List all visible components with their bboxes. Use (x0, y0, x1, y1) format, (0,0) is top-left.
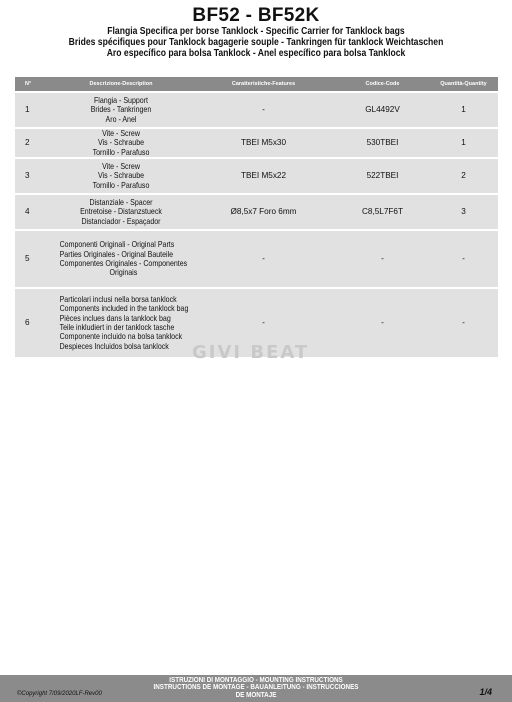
desc-line: Tornillo - Parafuso (92, 180, 150, 190)
desc-line: Particolari inclusi nella borsa tanklock (59, 295, 177, 305)
cell-description (51, 295, 191, 351)
desc-line: Vite - Screw (102, 162, 140, 172)
desc-line: Vite - Screw (102, 129, 140, 139)
cell-description (51, 96, 191, 124)
table-row (15, 157, 498, 193)
cell-description (51, 240, 191, 277)
table-row (15, 127, 498, 157)
footer-line-1: ISTRUZIONI DI MONTAGGIO - MOUNTING INSTRUCTIONS (169, 677, 343, 684)
desc-line: Despieces Incluidos bolsa tanklock (59, 341, 169, 351)
desc-line: Componentes Originales - Componentes (59, 259, 188, 268)
cell-description (51, 198, 191, 226)
cell-number: 2 (25, 138, 30, 148)
cell-features: TBEI M5x22 (240, 171, 287, 181)
cell-code: 530TBEI (366, 138, 399, 148)
cell-code: C8,5L7F6T (362, 207, 403, 217)
desc-line: Pièces inclues dans la tanklock bag (59, 313, 171, 323)
cell-description (51, 129, 191, 157)
cell-code: GL4492V (365, 105, 400, 115)
desc-line: Vis - Schraube (97, 171, 145, 181)
parts-table (15, 77, 498, 357)
header-description: Descrizione-Description (89, 81, 153, 87)
cell-description (51, 162, 191, 190)
footer-line-2: INSTRUCTIONS DE MONTAGE - BAUANLEITUNG - INSTRUCCIONES (153, 684, 359, 692)
cell-code: - (381, 254, 384, 264)
desc-line: Componente incluido na bolsa tanklock (59, 332, 183, 342)
cell-quantity: 3 (461, 207, 466, 217)
subtitle-line-3: Aro específico para bolsa Tanklock - Anel específico para bolsa Tanklock (106, 48, 406, 59)
desc-line: Teile inkludiert in der tanklock tasche (59, 323, 175, 332)
desc-line: Tornillo - Parafuso (92, 147, 150, 157)
desc-line: Vis - Schraube (97, 138, 145, 148)
brand-watermark: GIVI BEAT (192, 342, 310, 363)
header-code: Codice-Code (365, 81, 400, 87)
cell-features: - (262, 318, 265, 328)
cell-number: 3 (25, 171, 30, 181)
cell-features: Ø8,5x7 Foro 6mm (230, 207, 297, 217)
cell-quantity: - (462, 318, 465, 328)
footer-line-3: DE MONTAJE (235, 691, 277, 699)
desc-line: Flangia - Support (93, 96, 149, 106)
cell-number: 4 (25, 207, 30, 217)
subtitle-line-1: Flangia Specifica per borse Tanklock - Specific Carrier for Tanklock bags (107, 26, 405, 37)
cell-quantity: 1 (461, 105, 466, 115)
header-quantity: Quantità-Quantity (440, 81, 487, 87)
desc-line: Parties Originales - Original Bauteile (59, 249, 174, 259)
cell-quantity: - (462, 254, 465, 264)
desc-line: Originais (109, 268, 138, 278)
cell-code: - (381, 318, 384, 328)
table-row (15, 193, 498, 229)
cell-features: TBEI M5x30 (240, 138, 287, 148)
document-header (0, 6, 512, 59)
cell-quantity: 2 (461, 171, 466, 181)
desc-line: Brides - Tankringen (90, 105, 152, 115)
desc-line: Aro - Anel (105, 114, 137, 124)
subtitle-line-2: Brides spécifiques pour Tanklock bagagerie souple - Tankringen für tanklock Weichtaschen (68, 37, 444, 48)
header-number: N° (25, 81, 32, 87)
page-number: 1/4 (479, 687, 492, 697)
header-features: Caratteristiche-Features (231, 81, 296, 87)
copyright-text: ©Copyright 7/09/2020LF-Rev00 (17, 691, 102, 697)
cell-quantity: 1 (461, 138, 466, 148)
desc-line: Componenti Originali - Original Parts (59, 240, 175, 250)
cell-features: - (262, 254, 265, 264)
cell-number: 1 (25, 105, 30, 115)
desc-line: Entretoise - Distanzstueck (80, 207, 162, 217)
desc-line: Distanciador - Espaçador (81, 216, 161, 226)
cell-features: - (262, 105, 265, 115)
footer-bar (0, 675, 512, 702)
desc-line: Components included in the tanklock bag (59, 304, 189, 314)
document-title: BF52 - BF52K (192, 5, 320, 26)
table-row (15, 91, 498, 127)
cell-number: 5 (25, 254, 30, 264)
cell-number: 6 (25, 318, 30, 328)
desc-line: Distanziale - Spacer (89, 198, 153, 208)
cell-code: 522TBEI (366, 171, 399, 181)
table-header-row (15, 77, 498, 91)
table-row (15, 229, 498, 287)
